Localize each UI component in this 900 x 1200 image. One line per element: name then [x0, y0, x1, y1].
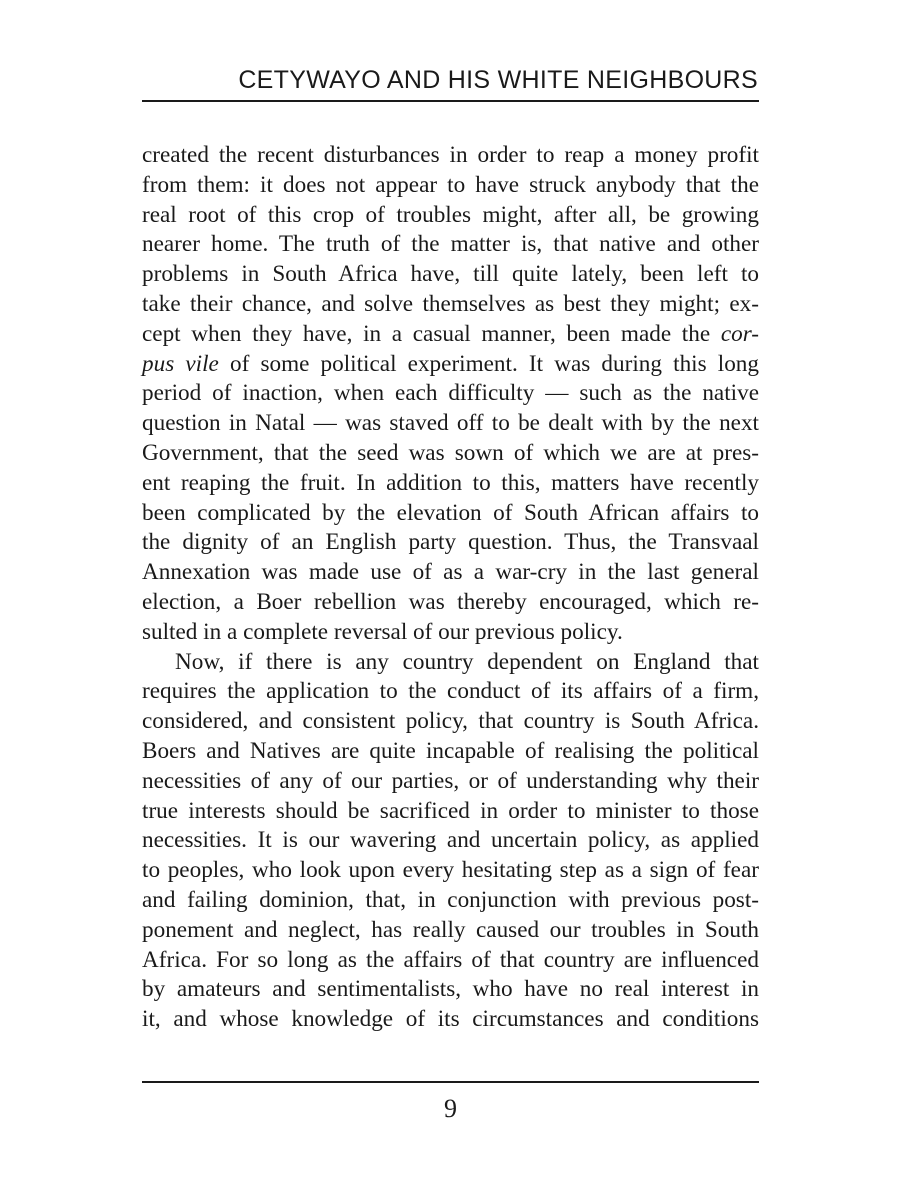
text-line: from them: it does not appear to have struck anybody that the: [142, 171, 759, 198]
text-line: period of inaction, when each difficulty — such as the native: [142, 380, 759, 407]
text-line: considered, and consistent policy, that country is South Africa.: [142, 708, 759, 735]
page-number: 9: [444, 1094, 457, 1123]
text-segment: of some political experiment. It was during this long: [229, 350, 759, 377]
text-line: Now, if there is any country dependent on England that: [175, 648, 759, 675]
text-segment: cept when they have, in a casual manner, been made the: [142, 320, 711, 347]
text-line: and failing dominion, that, in conjunction with previous post-: [142, 886, 759, 913]
running-header-title: CETYWAYO AND HIS WHITE NEIGHBOURS: [238, 66, 758, 94]
text-line: Africa. For so long as the affairs of that country are influenced: [142, 946, 759, 973]
text-line: take their chance, and solve themselves as best they might; ex-: [142, 290, 759, 317]
text-line: [142, 350, 759, 380]
text-line: requires the application to the conduct of its affairs of a firm,: [142, 678, 759, 705]
text-line: to peoples, who look upon every hesitating step as a sign of fear: [142, 857, 759, 884]
text-line: question in Natal — was staved off to be dealt with by the next: [142, 410, 759, 437]
text-line: problems in South Africa have, till quite lately, been left to: [142, 261, 759, 288]
text-line: been complicated by the elevation of South African affairs to: [142, 499, 759, 526]
text-line: Boers and Natives are quite incapable of realising the political: [142, 737, 759, 764]
footer-rule: [142, 1081, 759, 1083]
italic-phrase: cor-: [720, 320, 759, 347]
header-rule: [142, 100, 759, 102]
text-line: Government, that the seed was sown of which we are at pres-: [142, 439, 759, 466]
body-text: [142, 141, 759, 1035]
text-line: created the recent disturbances in order to reap a money profit: [142, 142, 759, 168]
text-line: ent reaping the fruit. In addition to this, matters have recently: [142, 469, 759, 496]
text-line: ponement and neglect, has really caused our troubles in South: [142, 916, 759, 943]
text-line: the dignity of an English party question. Thus, the Transvaal: [142, 529, 759, 556]
text-line: election, a Boer rebellion was thereby encouraged, which re-: [142, 588, 759, 615]
text-line: [142, 320, 759, 350]
text-line: Annexation was made use of as a war-cry in the last general: [142, 559, 759, 586]
text-line: sulted in a complete reversal of our previous policy.: [142, 618, 623, 645]
paragraph: [142, 141, 759, 648]
text-line: necessities of any of our parties, or of understanding why their: [142, 767, 759, 794]
italic-phrase: pus vile: [142, 350, 219, 377]
paragraph: [142, 648, 759, 1035]
text-line: necessities. It is our wavering and uncertain policy, as applied: [142, 827, 759, 854]
text-line: real root of this crop of troubles might, after all, be growing: [142, 201, 759, 228]
text-line: nearer home. The truth of the matter is, that native and other: [142, 231, 759, 258]
text-line: true interests should be sacrificed in order to minister to those: [142, 797, 759, 824]
text-line: by amateurs and sentimentalists, who have no real interest in: [142, 976, 759, 1003]
text-line: it, and whose knowledge of its circumstances and conditions: [142, 1006, 759, 1033]
